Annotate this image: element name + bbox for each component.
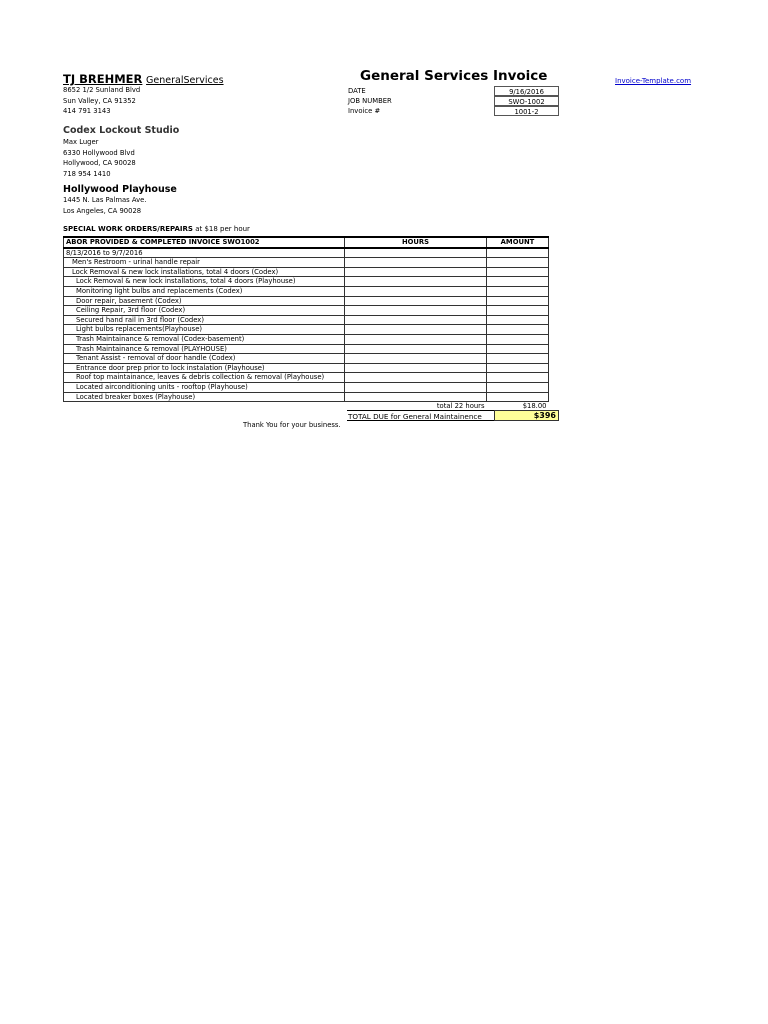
line-item: Entrance door prep prior to lock instalation (Playhouse)	[64, 363, 345, 373]
client2-address-line1: 1445 N. Las Palmas Ave.	[63, 196, 147, 204]
client1-address-line1: 6330 Hollywood Blvd	[63, 148, 135, 157]
table-row	[64, 344, 549, 354]
line-item: Located breaker boxes (Playhouse)	[64, 392, 345, 402]
table-row	[64, 286, 549, 296]
header-description: ABOR PROVIDED & COMPLETED INVOICE SWO1002	[64, 237, 345, 248]
client1-name: Codex Lockout Studio	[63, 125, 180, 136]
invoice-number-value: 1001-2	[494, 106, 559, 116]
client2-name: Hollywood Playhouse	[63, 184, 177, 195]
table-row	[64, 296, 549, 306]
line-item: Tenant Assist - removal of door handle (Codex)	[64, 354, 345, 364]
line-item: Lock Removal & new lock installations, total 4 doors (Playhouse)	[64, 277, 345, 287]
section-title-text: SPECIAL WORK ORDERS/REPAIRS	[63, 225, 193, 233]
client2-address-line2: Los Angeles, CA 90028	[63, 206, 142, 215]
line-item: Lock Removal & new lock installations, total 4 doors (Codex)	[64, 267, 345, 277]
client2-details	[63, 195, 146, 216]
company-address-line1: 8652 1/2 Sunland Blvd	[63, 86, 141, 94]
table-row	[64, 267, 549, 277]
table-row	[64, 363, 549, 373]
client1-details	[63, 137, 136, 179]
table-row	[64, 334, 549, 344]
company-tagline: GeneralServices	[146, 75, 224, 86]
table-row	[64, 373, 549, 383]
line-item: Trash Maintainance & removal (PLAYHOUSE)	[64, 344, 345, 354]
client1-phone: 718 954 1410	[63, 169, 111, 178]
section-rate: at $18 per hour	[192, 225, 250, 233]
company-name: TJ BREHMER	[63, 72, 143, 86]
line-item: Trash Maintainance & removal (Codex-basement)	[64, 334, 345, 344]
table-row	[64, 258, 549, 268]
line-item: Secured hand rail in 3rd floor (Codex)	[64, 315, 345, 325]
table-row	[64, 392, 549, 402]
line-item: Door repair, basement (Codex)	[64, 296, 345, 306]
table-row	[64, 306, 549, 316]
table-row	[64, 315, 549, 325]
company-header	[63, 72, 224, 86]
table-row	[64, 325, 549, 335]
line-items-table	[63, 236, 549, 411]
line-item: Light bulbs replacements(Playhouse)	[64, 325, 345, 335]
total-due-value: $396	[494, 410, 559, 421]
date-value: 9/16/2016	[494, 86, 559, 96]
line-item: Roof top maintainance, leaves & debris collection & removal (Playhouse)	[64, 373, 345, 383]
total-due-label: TOTAL DUE for General Maintainence	[347, 410, 494, 421]
job-number-label: JOB NUMBER	[348, 97, 392, 105]
line-item: Ceiling Repair, 3rd floor (Codex)	[64, 306, 345, 316]
table-row	[64, 354, 549, 364]
client1-contact: Max Luger	[63, 138, 99, 146]
thank-you-note: Thank You for your business.	[243, 421, 341, 429]
client1-address-line2: Hollywood, CA 90028	[63, 159, 136, 167]
invoice-number-label: Invoice #	[348, 107, 381, 115]
line-item: Monitoring light bulbs and replacements (Codex)	[64, 286, 345, 296]
company-address-line2: Sun Valley, CA 91352	[63, 96, 136, 105]
invoice-title: General Services Invoice	[360, 68, 548, 84]
header-hours: HOURS	[345, 237, 487, 248]
hourly-rate: $18.00	[522, 402, 547, 411]
line-item: Located airconditioning units - rooftop (Playhouse)	[64, 382, 345, 392]
header-amount: AMOUNT	[487, 237, 549, 248]
table-row	[64, 248, 549, 258]
table-header-row	[64, 237, 549, 248]
line-item: Men's Restroom - urinal handle repair	[64, 258, 345, 268]
date-label: DATE	[348, 87, 366, 95]
job-number-value: SWO-1002	[494, 96, 559, 106]
total-hours: total 22 hours	[436, 402, 485, 411]
table-row	[64, 382, 549, 392]
section-title	[63, 225, 250, 233]
site-link[interactable]: Invoice-Template.com	[615, 77, 692, 85]
company-address	[63, 85, 140, 117]
company-phone: 414 791 3143	[63, 107, 111, 115]
table-row	[64, 277, 549, 287]
date-range: 8/13/2016 to 9/7/2016	[64, 248, 345, 258]
